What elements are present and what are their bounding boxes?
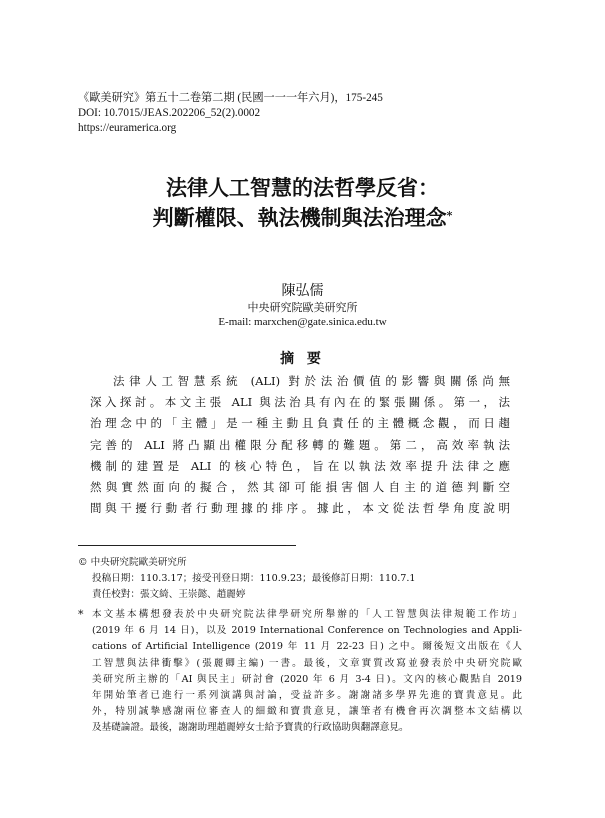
- author-name: 陳弘儒: [281, 283, 324, 299]
- abstract-line: 完善的 ALI 將凸顯出權限分配移轉的難題。第二，高效率執法: [90, 437, 510, 452]
- journal-citation: 《歐美研究》第五十二卷第二期 (民國一一一年六月)，175-245: [78, 92, 383, 104]
- abstract-line: 法律人工智慧系統 (ALI) 對於法治價值的影響與關係尚無: [113, 374, 510, 388]
- footnote-line: 美研究所主辦的「AI 與民主」研討會 (2020 年 6 月 3-4 日)。文內的核心觀點自 2019: [92, 673, 522, 685]
- footnote-line: 本文基本構想發表於中央研究院法律學研究所舉辦的「人工智慧與法律規範工作坊」: [92, 609, 522, 620]
- proofreaders: 責任校對：張文綺、王崇懿、趙麗婷: [92, 589, 246, 601]
- footnote-line: 及基礎論證。最後，謝謝助理趙麗婷女士給予寶貴的行政協助與翻譯意見。: [92, 722, 409, 734]
- title-footnote-mark: *: [446, 209, 453, 222]
- title-line-2: [0, 203, 605, 233]
- journal-header: [78, 91, 383, 136]
- abstract-line: 機制的建置是 ALI 的核心特色，旨在以執法效率提升法律之應: [90, 458, 510, 473]
- doi-line: DOI: 10.7015/JEAS.202206_52(2).0002: [78, 107, 261, 119]
- footnote-line: 年開始筆者已進行一系列演講與討論，受益許多。謝謝諸多學界先進的寶貴意見。此: [92, 690, 522, 702]
- author-affiliation: 中央研究院歐美研究所: [247, 301, 358, 314]
- footnote-line: (2019 年 6 月 14 日)，以及 2019 International Conference on Technologies and Appli-: [92, 625, 522, 637]
- abstract-body: [90, 371, 510, 519]
- abstract-heading: 摘 要: [280, 351, 325, 367]
- abstract-line: 然與實然面向的擬合，然其卻可能損害個人自主的道德判斷空: [90, 480, 510, 495]
- paper-title: [0, 173, 605, 233]
- footnote-line: 外，特別誠摯感謝兩位審查人的細緻和寶貴意見，讓筆者有機會再次調整本文結構以: [92, 706, 522, 718]
- footnote-divider: [78, 545, 296, 546]
- footnote-line: cations of Artificial Intelligence (2019 年 11 月 22-23 日) 之中。爾後短文出版在《人: [92, 641, 522, 653]
- submission-dates: 投稿日期：110.3.17；接受刊登日期：110.9.23；最後修訂日期：110.7.1: [92, 573, 416, 585]
- abstract-line: 治理念中的「主體」是一種主動且負責任的主體概念觀，而日趨: [90, 416, 510, 431]
- title-line-1: 法律人工智慧的法哲學反省：: [166, 175, 439, 200]
- footnote-acknowledgement: [78, 607, 522, 737]
- title-line-2-text: 判斷權限、執法機制與法治理念: [152, 205, 447, 230]
- footnote-publication-info: [78, 555, 522, 604]
- footnote-star-body: [78, 607, 522, 737]
- abstract-line: 深入探討。本文主張 ALI 與法治具有內在的緊張關係。第一，法: [90, 395, 510, 410]
- copyright-notice: © 中央研究院歐美研究所: [78, 557, 187, 568]
- footnote-star-mark: *: [78, 608, 84, 621]
- journal-url: https://euramerica.org: [78, 122, 177, 134]
- author-email: E-mail: marxchen@gate.sinica.edu.tw: [218, 316, 387, 328]
- abstract-line: 間與干擾行動者行動理據的排序。據此，本文從法哲學角度說明: [90, 501, 510, 516]
- footnote-line: 工智慧與法律衝擊》(張麗卿主編) 一書。最後，文章實質改寫並發表於中央研究院歐: [92, 657, 522, 669]
